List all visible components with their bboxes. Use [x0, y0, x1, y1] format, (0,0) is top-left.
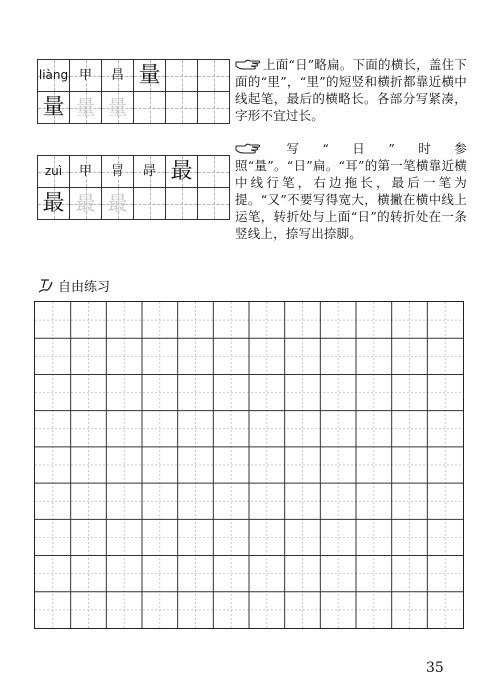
empty-cell — [166, 92, 198, 124]
stroke-stage-cell: 甲 — [70, 156, 102, 188]
empty-cell — [198, 60, 230, 92]
pinyin-cell: zuì — [38, 156, 70, 188]
free-practice-title — [37, 276, 110, 295]
empty-cell — [166, 188, 198, 220]
page-number: 35 — [426, 660, 444, 676]
trace-cell: 量 — [70, 92, 102, 124]
pen-icon — [37, 277, 55, 295]
stroke-row — [38, 60, 230, 92]
stroke-stage-cell: 甲 — [70, 60, 102, 92]
empty-cell — [134, 92, 166, 124]
trace-cell: 最 — [70, 188, 102, 220]
model-char-cell: 量 — [38, 92, 70, 124]
empty-cell — [134, 188, 166, 220]
trace-cell: 最 — [102, 188, 134, 220]
pointing-hand-icon — [235, 141, 261, 154]
practice-grid[interactable] — [34, 301, 464, 629]
empty-cell — [166, 60, 198, 92]
trace-row — [38, 92, 230, 124]
empty-cell — [198, 156, 230, 188]
trace-cell: 量 — [102, 92, 134, 124]
stroke-stage-cell: 昌 — [102, 60, 134, 92]
tip-liang — [235, 56, 467, 124]
tip-text: 上面“日”略扁。下面的横长，盖住下面的“里”，“里”的短竖和横折都靠近横中线起笔，最后的横略长。各部分写紧凑，字形不宜过长。 — [235, 57, 467, 123]
empty-cell — [198, 188, 230, 220]
stroke-stage-cell: 量 — [134, 60, 166, 92]
stroke-row — [38, 156, 230, 188]
tip-text: 写“日”时参照“量”。“日”扁。“耳”的第一笔横靠近横中线行笔，右边拖长，最后一笔为提。“又”不要写得宽大，横撇在横中线上运笔，转折处与上面“日”的转折处在一条竖线上，捺写出捺脚。 — [235, 141, 467, 241]
stroke-stage-cell: 冐 — [102, 156, 134, 188]
model-char-cell: 最 — [38, 188, 70, 220]
stroke-table-liang — [37, 59, 230, 124]
stroke-stage-cell: 最 — [166, 156, 198, 188]
tip-zui — [235, 140, 467, 242]
pointing-hand-icon — [235, 57, 261, 70]
stroke-table-zui — [37, 155, 230, 220]
trace-row — [38, 188, 230, 220]
free-practice-label: 自由练习 — [58, 280, 111, 295]
stroke-stage-cell: 冔 — [134, 156, 166, 188]
pinyin-cell: liàng — [38, 60, 70, 92]
empty-cell — [198, 92, 230, 124]
